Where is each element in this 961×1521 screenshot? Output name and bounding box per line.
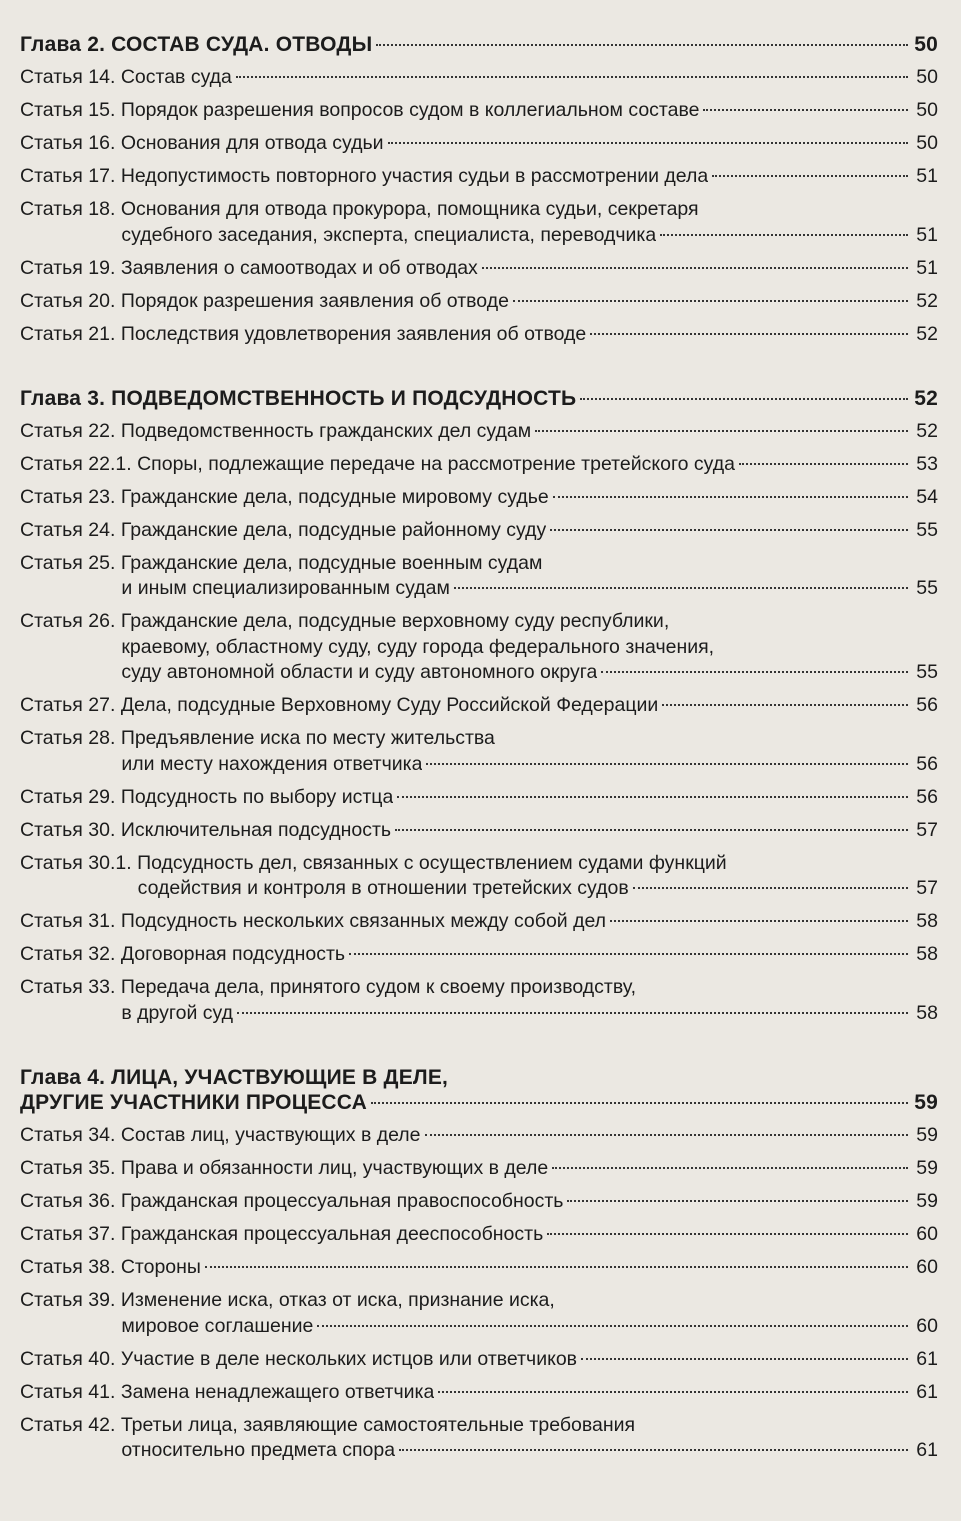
toc-entry [20,1380,938,1406]
article-title: Изменение иска, отказ от иска, признание иска, [120,1289,555,1311]
chapter-spacer [20,355,938,386]
page-number: 52 [916,322,938,345]
entry-line [20,197,938,223]
article-number: Статья 15. [20,99,116,121]
entry-line [20,1255,938,1281]
page-number: 55 [916,577,938,599]
page-number: 59 [914,1091,938,1114]
dot-leader [349,953,908,955]
dot-leader [633,887,908,889]
dot-leader [371,1102,908,1104]
entry-line [20,289,938,315]
dot-leader [739,463,908,465]
dot-leader [317,1325,908,1327]
dot-leader [567,1200,908,1202]
article-number: Статья 41. [20,1380,116,1403]
entry-line [20,322,938,348]
toc-entry [20,452,938,478]
entry-line [20,452,938,478]
entry-line [20,851,938,877]
chapter-heading [20,386,938,412]
page-number: 56 [916,694,938,716]
toc-entry [20,1189,938,1215]
article-title: Подсудность по выбору истца [120,785,394,808]
article-number: Статья 24. [20,518,116,541]
article-number: Статья 36. [20,1190,116,1212]
article-title: судебного заседания, эксперта, специалиста, переводчика [121,223,657,246]
entry-line [20,1065,938,1091]
article-number: Статья 33. [20,976,116,998]
entry-line [20,1438,938,1464]
entry-line [20,98,938,124]
dot-leader [426,763,908,765]
entry-line [20,818,938,844]
dot-leader [703,109,908,111]
entry-line [20,419,938,445]
article-number: Статья 26. [20,610,116,632]
entry-line [20,876,938,902]
chapter-section [20,32,938,347]
chapter-section [20,386,938,1027]
entry-line [20,485,938,511]
article-title: Споры, подлежащие передаче на рассмотрение третейского суда [137,452,735,475]
dot-leader [388,142,908,144]
dot-leader [547,1233,908,1235]
toc-entry [20,256,938,282]
toc-entry [20,1288,938,1339]
article-number: Статья 22.1. [20,452,132,475]
article-number: Статья 25. [20,551,116,574]
toc-entry [20,909,938,935]
page-number: 58 [916,943,938,965]
page-number: 61 [916,1347,938,1370]
article-title: Недопустимость повторного участия судьи в рассмотрении дела [120,165,709,187]
article-number: Статья 28. [20,727,116,749]
toc-entry [20,518,938,544]
page-number: 60 [916,1314,938,1337]
page-number: 60 [916,1256,938,1278]
entry-line [20,909,938,935]
dot-leader [399,1449,908,1451]
entry-line [20,975,938,1001]
page-number: 55 [916,518,938,541]
entry-line [20,609,938,635]
dot-leader [581,1358,908,1360]
article-title: суду автономной области и суду автономного округа [121,661,598,683]
dot-leader [205,1266,908,1268]
article-number: Статья 34. [20,1124,116,1146]
entry-line [20,1001,938,1027]
dot-leader [662,704,908,706]
article-number: Статья 29. [20,785,116,808]
toc-entry [20,1255,938,1281]
article-title: Состав суда [120,66,232,88]
dot-leader [237,1012,908,1014]
entry-line [20,1347,938,1373]
entry-line [20,518,938,544]
article-number: Статья 19. [20,256,116,279]
article-number: Статья 21. [20,322,116,345]
entry-line [20,1090,938,1116]
page-number: 60 [916,1223,938,1245]
article-title: Основания для отвода прокурора, помощника судьи, секретаря [120,198,699,220]
article-title: в другой суд [121,1001,233,1024]
dot-leader [552,1167,908,1169]
entry-line [20,1413,938,1439]
toc-entry [20,818,938,844]
entry-line [20,1288,938,1314]
dot-leader [482,267,908,269]
page-number: 61 [916,1380,938,1403]
article-title: Замена ненадлежащего ответчика [120,1380,435,1403]
dot-leader [590,333,908,335]
entry-line [20,726,938,752]
article-title: относительно предмета спора [121,1439,396,1461]
page-number: 52 [914,386,938,410]
toc-entry [20,785,938,811]
entry-line [20,32,938,58]
entry-line [20,256,938,282]
entry-line [20,131,938,157]
chapter-title: ДРУГИЕ УЧАСТНИКИ ПРОЦЕССА [20,1091,368,1114]
page-number: 50 [916,99,938,121]
article-title: мировое соглашение [121,1314,314,1337]
article-number: Статья 40. [20,1347,116,1370]
entry-line [20,1222,938,1248]
entry-line [20,693,938,719]
dot-leader [395,829,908,831]
page-number: 57 [916,877,938,899]
article-number: Статья 20. [20,289,116,312]
entry-line [20,1314,938,1340]
article-number: Статья 30.1. [20,851,132,874]
dot-leader [454,587,908,589]
dot-leader [601,671,908,673]
entry-line [20,942,938,968]
entry-line [20,551,938,577]
article-title: Подсудность нескольких связанных между собой дел [120,910,607,932]
page-number: 55 [916,661,938,683]
page-number: 50 [914,33,938,56]
toc-entry [20,1123,938,1149]
article-title: или месту нахождения ответчика [121,752,423,775]
page-number: 59 [916,1190,938,1212]
article-title: Заявления о самоотводах и об отводах [120,256,478,279]
chapter-title: Глава 4. ЛИЦА, УЧАСТВУЮЩИЕ В ДЕЛЕ, [20,1065,449,1089]
article-number: Статья 16. [20,132,116,154]
dot-leader [438,1391,908,1393]
article-title: Дела, подсудные Верховному Суду Российской Федерации [120,694,659,716]
page-number: 51 [916,165,938,187]
toc-entry [20,65,938,91]
toc-entry [20,1347,938,1373]
article-title: Гражданская процессуальная правоспособность [120,1190,564,1212]
page-number: 53 [916,452,938,475]
toc-entry [20,851,938,902]
dot-leader [610,920,908,922]
article-number: Статья 23. [20,485,116,508]
page-number: 52 [916,289,938,312]
dot-leader [376,44,908,46]
article-number: Статья 30. [20,818,116,841]
dot-leader [513,300,908,302]
toc-entry [20,726,938,777]
chapter-spacer [20,1034,938,1065]
article-number: Статья 17. [20,165,116,187]
entry-line [20,635,938,661]
chapter-heading [20,32,938,58]
article-title: Исключительная подсудность [120,818,392,841]
dot-leader [397,796,908,798]
article-title: Предъявление иска по месту жительства [120,727,495,749]
entry-line [20,1156,938,1182]
article-number: Статья 22. [20,419,116,442]
article-title: Права и обязанности лиц, участвующих в деле [120,1157,549,1179]
article-number: Статья 27. [20,694,116,716]
dot-leader [660,234,908,236]
article-number: Статья 39. [20,1289,116,1311]
dot-leader [550,529,908,531]
article-title: Подведомственность гражданских дел судам [120,419,532,442]
article-title: Состав лиц, участвующих в деле [120,1124,421,1146]
toc-entry [20,1222,938,1248]
article-title: Участие в деле нескольких истцов или ответчиков [120,1347,578,1370]
article-title: Подсудность дел, связанных с осуществлением судами функций [137,851,727,874]
dot-leader [553,496,908,498]
entry-line [20,752,938,778]
toc-entry [20,131,938,157]
article-title: Основания для отвода судьи [120,132,384,154]
toc-entry [20,289,938,315]
article-title: Гражданские дела, подсудные верховному суду республики, [120,610,670,632]
page-number: 51 [916,223,938,246]
page-number: 58 [916,1001,938,1024]
toc-entry [20,419,938,445]
dot-leader [236,76,908,78]
page-number: 52 [916,419,938,442]
article-number: Статья 37. [20,1223,116,1245]
entry-line [20,1380,938,1406]
toc-entry [20,322,938,348]
toc-entry [20,1413,938,1464]
chapter-title: Глава 2. СОСТАВ СУДА. ОТВОДЫ [20,33,373,56]
article-title: краевому, областному суду, суду города федерального значения, [121,635,715,658]
article-number: Статья 32. [20,943,116,965]
toc-entry [20,1156,938,1182]
entry-line [20,576,938,602]
article-title: Договорная подсудность [120,943,346,965]
article-title: Стороны [120,1256,201,1278]
toc-entry [20,975,938,1026]
page-number: 54 [916,485,938,508]
page-number: 50 [916,66,938,88]
article-title: Порядок разрешения заявления об отводе [120,289,509,312]
article-title: Последствия удовлетворения заявления об отводе [120,322,587,345]
entry-line [20,785,938,811]
page-number: 56 [916,752,938,775]
article-title: Гражданская процессуальная дееспособность [120,1223,544,1245]
article-number: Статья 42. [20,1413,116,1436]
toc-entry [20,609,938,686]
entry-line [20,223,938,249]
entry-line [20,1189,938,1215]
toc-entry [20,164,938,190]
page-number: 59 [916,1124,938,1146]
article-title: Гражданские дела, подсудные военным судам [120,551,543,574]
entry-line [20,660,938,686]
article-number: Статья 35. [20,1157,116,1179]
toc-entry [20,693,938,719]
article-title: Гражданские дела, подсудные мировому судье [120,485,549,508]
toc-entry [20,942,938,968]
dot-leader [580,398,908,400]
article-number: Статья 14. [20,66,116,88]
toc-entry [20,98,938,124]
article-title: Гражданские дела, подсудные районному суду [120,518,547,541]
page-number: 56 [916,785,938,808]
page-number: 59 [916,1157,938,1179]
toc-entry [20,197,938,248]
article-number: Статья 18. [20,198,116,220]
article-title: Третьи лица, заявляющие самостоятельные требования [120,1413,636,1436]
article-title: Передача дела, принятого судом к своему производству, [120,976,636,998]
entry-line [20,164,938,190]
chapter-section [20,1065,938,1464]
article-number: Статья 38. [20,1256,116,1278]
dot-leader [535,430,908,432]
article-title: содействия и контроля в отношении третейских судов [137,877,629,899]
dot-leader [712,175,908,177]
chapter-title: Глава 3. ПОДВЕДОМСТВЕННОСТЬ И ПОДСУДНОСТЬ [20,386,577,410]
page-number: 50 [916,132,938,154]
page-number: 57 [916,818,938,841]
article-title: и иным специализированным судам [121,577,450,599]
page-number: 58 [916,910,938,932]
entry-line [20,386,938,412]
dot-leader [425,1134,908,1136]
entry-line [20,65,938,91]
page-number: 61 [916,1439,938,1461]
toc-entry [20,551,938,602]
article-title: Порядок разрешения вопросов судом в коллегиальном составе [120,99,700,121]
entry-line [20,1123,938,1149]
chapter-heading [20,1065,938,1116]
page-number: 51 [916,256,938,279]
table-of-contents [20,32,938,1471]
toc-entry [20,485,938,511]
article-number: Статья 31. [20,910,116,932]
